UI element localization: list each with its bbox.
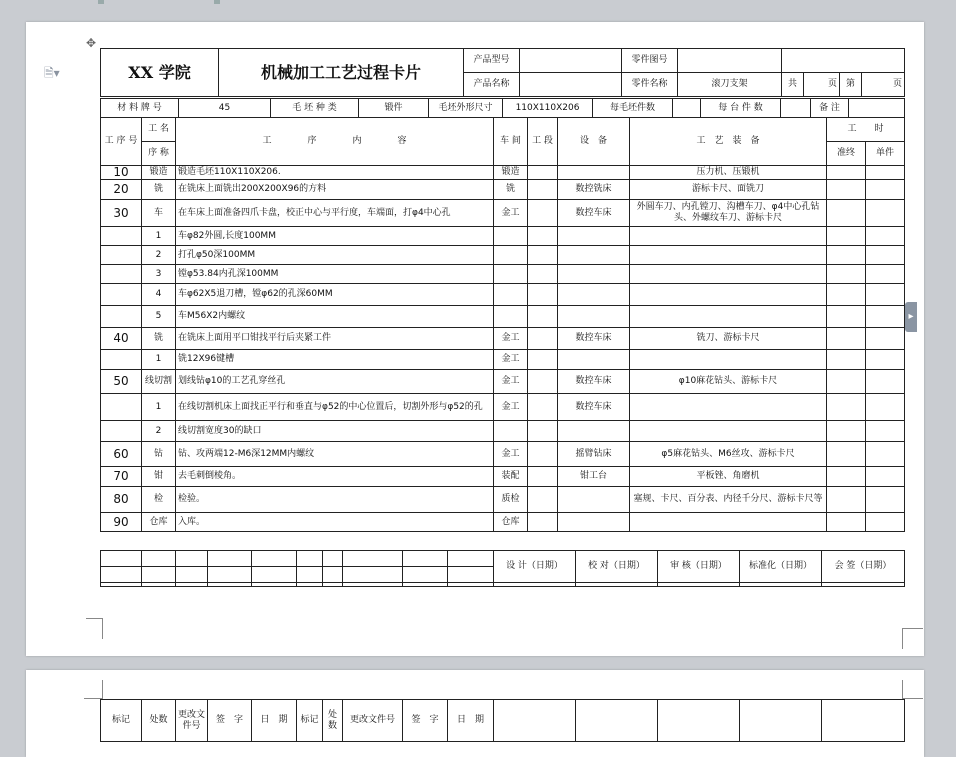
process-unit-time[interactable] <box>866 246 905 265</box>
process-row <box>101 467 905 487</box>
process-equipment[interactable] <box>558 284 630 306</box>
process-workshop[interactable] <box>494 246 528 265</box>
process-content[interactable]: 在车床上面准备四爪卡盘，校正中心与平行度，车端面，打φ4中心孔 <box>176 200 494 227</box>
process-tooling[interactable]: 平板锉、角磨机 <box>630 467 827 487</box>
col-section-header: 工 段 <box>528 118 558 166</box>
process-seq[interactable]: 90 <box>101 513 142 532</box>
process-tooling[interactable] <box>630 227 827 246</box>
col-tooling-header: 工 艺 装 备 <box>630 118 827 166</box>
process-content[interactable]: 去毛刺倒棱角。 <box>176 467 494 487</box>
footer-count-2: 处数 <box>323 700 343 742</box>
process-name[interactable]: 钻 <box>142 442 176 467</box>
process-section[interactable] <box>528 350 558 370</box>
process-section[interactable] <box>528 328 558 350</box>
process-name[interactable]: 5 <box>142 306 176 328</box>
col-unit-header: 单件 <box>866 142 905 166</box>
process-unit-time[interactable] <box>866 370 905 394</box>
process-seq[interactable]: 70 <box>101 467 142 487</box>
process-unit-time[interactable] <box>866 180 905 200</box>
process-tooling[interactable] <box>630 513 827 532</box>
per-blank-label: 每毛坯件数 <box>593 99 673 118</box>
blank-type-label: 毛 坯 种 类 <box>271 99 359 118</box>
margin-corner-mark <box>902 680 923 699</box>
process-unit-time[interactable] <box>866 421 905 442</box>
process-name[interactable]: 3 <box>142 265 176 284</box>
process-prep-time[interactable] <box>827 306 866 328</box>
nth-page: 页 <box>862 73 905 97</box>
process-unit-time[interactable] <box>866 513 905 532</box>
process-section[interactable] <box>528 284 558 306</box>
process-row <box>101 246 905 265</box>
process-workshop[interactable]: 金工 <box>494 200 528 227</box>
process-name[interactable]: 4 <box>142 284 176 306</box>
footer-sign: 签 字 <box>208 700 252 742</box>
ruler-mark <box>98 0 104 4</box>
process-row <box>101 284 905 306</box>
footer-mark: 标记 <box>101 700 142 742</box>
process-name[interactable]: 铣 <box>142 180 176 200</box>
process-workshop[interactable]: 金工 <box>494 328 528 350</box>
process-seq[interactable]: 40 <box>101 328 142 350</box>
process-section[interactable] <box>528 166 558 180</box>
product-name-value[interactable] <box>520 73 622 97</box>
side-panel-toggle-icon[interactable]: ▸ <box>905 302 917 332</box>
part-drawing-value[interactable] <box>678 49 782 73</box>
process-unit-time[interactable] <box>866 306 905 328</box>
process-equipment[interactable]: 数控车床 <box>558 370 630 394</box>
col-content-header: 工 序 内 容 <box>176 118 494 166</box>
process-seq[interactable] <box>101 350 142 370</box>
process-equipment[interactable] <box>558 265 630 284</box>
table-move-handle-icon[interactable]: ✥ <box>86 36 97 50</box>
process-content[interactable]: 钻、攻两端12-M6深12MM内螺纹 <box>176 442 494 467</box>
process-row <box>101 421 905 442</box>
product-name-label: 产品名称 <box>464 73 520 97</box>
process-tooling[interactable] <box>630 306 827 328</box>
process-prep-time[interactable] <box>827 442 866 467</box>
process-content[interactable]: 在铣床上面用平口钳找平行后夹紧工件 <box>176 328 494 350</box>
blank-type-value[interactable]: 锻件 <box>359 99 429 118</box>
process-workshop[interactable]: 金工 <box>494 394 528 421</box>
process-name[interactable]: 仓库 <box>142 513 176 532</box>
col-name-header-b: 序 称 <box>142 142 176 166</box>
process-row <box>101 306 905 328</box>
process-prep-time[interactable] <box>827 421 866 442</box>
nth-label: 第 <box>840 73 862 97</box>
process-content[interactable]: 车φ82外圆,长度100MM <box>176 227 494 246</box>
blank-size-label: 毛坯外形尺寸 <box>429 99 503 118</box>
per-unit-label: 每 台 件 数 <box>701 99 781 118</box>
process-prep-time[interactable] <box>827 513 866 532</box>
signature-table <box>100 550 905 587</box>
sign-design: 设 计（日期） <box>494 551 576 583</box>
process-content[interactable]: 线切割宽度30的缺口 <box>176 421 494 442</box>
process-seq[interactable]: 50 <box>101 370 142 394</box>
part-name-label: 零件名称 <box>622 73 678 97</box>
process-section[interactable] <box>528 442 558 467</box>
col-name-header-a: 工 名 <box>142 118 176 142</box>
process-prep-time[interactable] <box>827 467 866 487</box>
process-prep-time[interactable] <box>827 200 866 227</box>
process-equipment[interactable] <box>558 487 630 513</box>
process-section[interactable] <box>528 200 558 227</box>
process-section[interactable] <box>528 246 558 265</box>
process-seq[interactable] <box>101 265 142 284</box>
process-name[interactable]: 铣 <box>142 328 176 350</box>
process-prep-time[interactable] <box>827 166 866 180</box>
per-unit-value[interactable] <box>781 99 811 118</box>
footer-count: 处数 <box>142 700 176 742</box>
ruler-mark <box>214 0 220 4</box>
process-prep-time[interactable] <box>827 350 866 370</box>
process-seq[interactable] <box>101 394 142 421</box>
process-content[interactable]: 在线切割机床上面找正平行和垂直与φ52的中心位置后，切割外形与φ52的孔 <box>176 394 494 421</box>
process-content[interactable]: 锻造毛坯110X110X206. <box>176 166 494 180</box>
process-section[interactable] <box>528 265 558 284</box>
process-seq[interactable] <box>101 284 142 306</box>
process-content[interactable]: 检验。 <box>176 487 494 513</box>
part-name-value[interactable]: 滚刀支架 <box>678 73 782 97</box>
process-section[interactable] <box>528 513 558 532</box>
process-row <box>101 394 905 421</box>
process-unit-time[interactable] <box>866 328 905 350</box>
process-unit-time[interactable] <box>866 166 905 180</box>
process-row <box>101 350 905 370</box>
process-equipment[interactable] <box>558 306 630 328</box>
process-section[interactable] <box>528 370 558 394</box>
header-table <box>100 48 905 97</box>
process-prep-time[interactable] <box>827 487 866 513</box>
process-unit-time[interactable] <box>866 467 905 487</box>
product-model-value[interactable] <box>520 49 622 73</box>
process-row <box>101 328 905 350</box>
process-seq[interactable]: 80 <box>101 487 142 513</box>
process-workshop[interactable] <box>494 284 528 306</box>
process-row <box>101 513 905 532</box>
process-tooling[interactable]: 压力机、压锻机 <box>630 166 827 180</box>
process-tooling[interactable] <box>630 246 827 265</box>
process-tooling[interactable]: φ10麻花钻头、游标卡尺 <box>630 370 827 394</box>
process-equipment[interactable]: 数控铣床 <box>558 180 630 200</box>
process-row <box>101 200 905 227</box>
process-seq[interactable] <box>101 227 142 246</box>
process-row <box>101 442 905 467</box>
process-tooling[interactable] <box>630 421 827 442</box>
process-name[interactable]: 钳 <box>142 467 176 487</box>
process-seq[interactable] <box>101 246 142 265</box>
product-model-label: 产品型号 <box>464 49 520 73</box>
process-tooling[interactable] <box>630 265 827 284</box>
process-unit-time[interactable] <box>866 265 905 284</box>
process-unit-time[interactable] <box>866 442 905 467</box>
process-prep-time[interactable] <box>827 227 866 246</box>
process-unit-time[interactable] <box>866 394 905 421</box>
remarks-label: 备 注 <box>811 99 849 118</box>
process-section[interactable] <box>528 306 558 328</box>
process-section[interactable] <box>528 227 558 246</box>
col-prep-header: 准终 <box>827 142 866 166</box>
process-equipment[interactable] <box>558 166 630 180</box>
sign-countersign: 会 签（日期） <box>822 551 905 583</box>
process-prep-time[interactable] <box>827 265 866 284</box>
process-prep-time[interactable] <box>827 180 866 200</box>
process-row <box>101 370 905 394</box>
process-tooling[interactable] <box>630 350 827 370</box>
school-name: XX 学院 <box>101 49 219 97</box>
process-section[interactable] <box>528 467 558 487</box>
process-workshop[interactable] <box>494 421 528 442</box>
sign-check: 校 对（日期） <box>576 551 658 583</box>
process-content[interactable]: 划线钻φ10的工艺孔穿丝孔 <box>176 370 494 394</box>
process-equipment[interactable]: 数控车床 <box>558 200 630 227</box>
material-value[interactable]: 45 <box>179 99 271 118</box>
part-drawing-label: 零件图号 <box>622 49 678 73</box>
process-section[interactable] <box>528 421 558 442</box>
header-blank <box>782 49 905 73</box>
footer-change-doc-2: 更改文件号 <box>343 700 403 742</box>
footer-change-doc: 更改文件号 <box>176 700 208 742</box>
col-workshop-header: 车 间 <box>494 118 528 166</box>
process-workshop[interactable]: 质检 <box>494 487 528 513</box>
process-row <box>101 227 905 246</box>
process-tooling[interactable]: 塞规、卡尺、百分表、内径千分尺、游标卡尺等 <box>630 487 827 513</box>
process-name[interactable]: 2 <box>142 246 176 265</box>
process-tooling[interactable]: 游标卡尺、面铣刀 <box>630 180 827 200</box>
process-content[interactable]: 入库。 <box>176 513 494 532</box>
process-name[interactable]: 线切割 <box>142 370 176 394</box>
process-seq[interactable] <box>101 421 142 442</box>
process-unit-time[interactable] <box>866 487 905 513</box>
total-label: 共 <box>782 73 804 97</box>
process-content[interactable]: 车M56X2内螺纹 <box>176 306 494 328</box>
process-prep-time[interactable] <box>827 246 866 265</box>
process-equipment[interactable]: 数控车床 <box>558 394 630 421</box>
process-workshop[interactable]: 金工 <box>494 350 528 370</box>
process-table <box>100 117 905 532</box>
process-tooling[interactable]: 外圆车刀、内孔镗刀、沟槽车刀、φ4中心孔钻头、外螺纹车刀、游标卡尺 <box>630 200 827 227</box>
process-section[interactable] <box>528 180 558 200</box>
footer-date-2: 日 期 <box>448 700 494 742</box>
process-seq[interactable]: 10 <box>101 166 142 180</box>
process-content[interactable]: 镗φ53.84内孔深100MM <box>176 265 494 284</box>
blank-size-value[interactable]: 110X110X206 <box>503 99 593 118</box>
footer-mark-2: 标记 <box>297 700 323 742</box>
col-hours-header: 工 时 <box>827 118 905 142</box>
process-name[interactable]: 1 <box>142 227 176 246</box>
process-unit-time[interactable] <box>866 200 905 227</box>
process-seq[interactable]: 20 <box>101 180 142 200</box>
process-name[interactable]: 1 <box>142 350 176 370</box>
process-content[interactable]: 打孔φ50深100MM <box>176 246 494 265</box>
process-unit-time[interactable] <box>866 284 905 306</box>
sign-standard: 标准化（日期） <box>740 551 822 583</box>
process-unit-time[interactable] <box>866 350 905 370</box>
process-equipment[interactable] <box>558 350 630 370</box>
document-icon[interactable]: 🗎▾ <box>44 66 60 80</box>
process-unit-time[interactable] <box>866 227 905 246</box>
process-tooling[interactable] <box>630 394 827 421</box>
process-workshop[interactable]: 装配 <box>494 467 528 487</box>
process-section[interactable] <box>528 394 558 421</box>
process-workshop[interactable]: 金工 <box>494 370 528 394</box>
process-workshop[interactable]: 锻造 <box>494 166 528 180</box>
footer-sign-2: 签 字 <box>403 700 448 742</box>
process-name[interactable]: 1 <box>142 394 176 421</box>
process-prep-time[interactable] <box>827 328 866 350</box>
process-row <box>101 166 905 180</box>
process-row <box>101 180 905 200</box>
process-seq[interactable]: 60 <box>101 442 142 467</box>
margin-corner-mark <box>86 618 103 639</box>
process-section[interactable] <box>528 487 558 513</box>
process-tooling[interactable] <box>630 284 827 306</box>
process-name[interactable]: 车 <box>142 200 176 227</box>
change-record-table <box>100 699 905 742</box>
process-equipment[interactable]: 数控车床 <box>558 328 630 350</box>
material-label: 材 料 牌 号 <box>101 99 179 118</box>
process-content[interactable]: 铣12X96键槽 <box>176 350 494 370</box>
process-content[interactable]: 车φ62X5退刀槽，镗φ62的孔深60MM <box>176 284 494 306</box>
process-row <box>101 265 905 284</box>
per-blank-value[interactable] <box>673 99 701 118</box>
process-equipment[interactable] <box>558 421 630 442</box>
process-workshop[interactable]: 铣 <box>494 180 528 200</box>
process-equipment[interactable] <box>558 513 630 532</box>
sign-review: 审 核（日期） <box>658 551 740 583</box>
remarks-value[interactable] <box>849 99 905 118</box>
process-tooling[interactable]: 铣刀、游标卡尺 <box>630 328 827 350</box>
process-seq[interactable]: 30 <box>101 200 142 227</box>
process-tooling[interactable]: φ5麻花钻头、M6丝攻、游标卡尺 <box>630 442 827 467</box>
process-seq[interactable] <box>101 306 142 328</box>
process-equipment[interactable] <box>558 227 630 246</box>
process-name[interactable]: 锻造 <box>142 166 176 180</box>
process-content[interactable]: 在铣床上面铣出200X200X96的方料 <box>176 180 494 200</box>
process-workshop[interactable] <box>494 306 528 328</box>
card-title: 机械加工工艺过程卡片 <box>219 49 464 97</box>
process-name[interactable]: 2 <box>142 421 176 442</box>
process-prep-time[interactable] <box>827 370 866 394</box>
process-prep-time[interactable] <box>827 284 866 306</box>
process-workshop[interactable]: 金工 <box>494 442 528 467</box>
process-equipment[interactable]: 钳工台 <box>558 467 630 487</box>
col-equipment-header: 设 备 <box>558 118 630 166</box>
process-equipment[interactable] <box>558 246 630 265</box>
process-workshop[interactable] <box>494 227 528 246</box>
footer-date: 日 期 <box>252 700 297 742</box>
material-table <box>100 98 905 118</box>
margin-corner-mark <box>902 628 923 649</box>
total-pages: 页 <box>804 73 840 97</box>
col-seq-header: 工 序 号 <box>101 118 142 166</box>
process-row <box>101 487 905 513</box>
margin-corner-mark <box>84 680 103 699</box>
process-workshop[interactable] <box>494 265 528 284</box>
process-equipment[interactable]: 摇臂钻床 <box>558 442 630 467</box>
process-name[interactable]: 检 <box>142 487 176 513</box>
process-workshop[interactable]: 仓库 <box>494 513 528 532</box>
process-prep-time[interactable] <box>827 394 866 421</box>
